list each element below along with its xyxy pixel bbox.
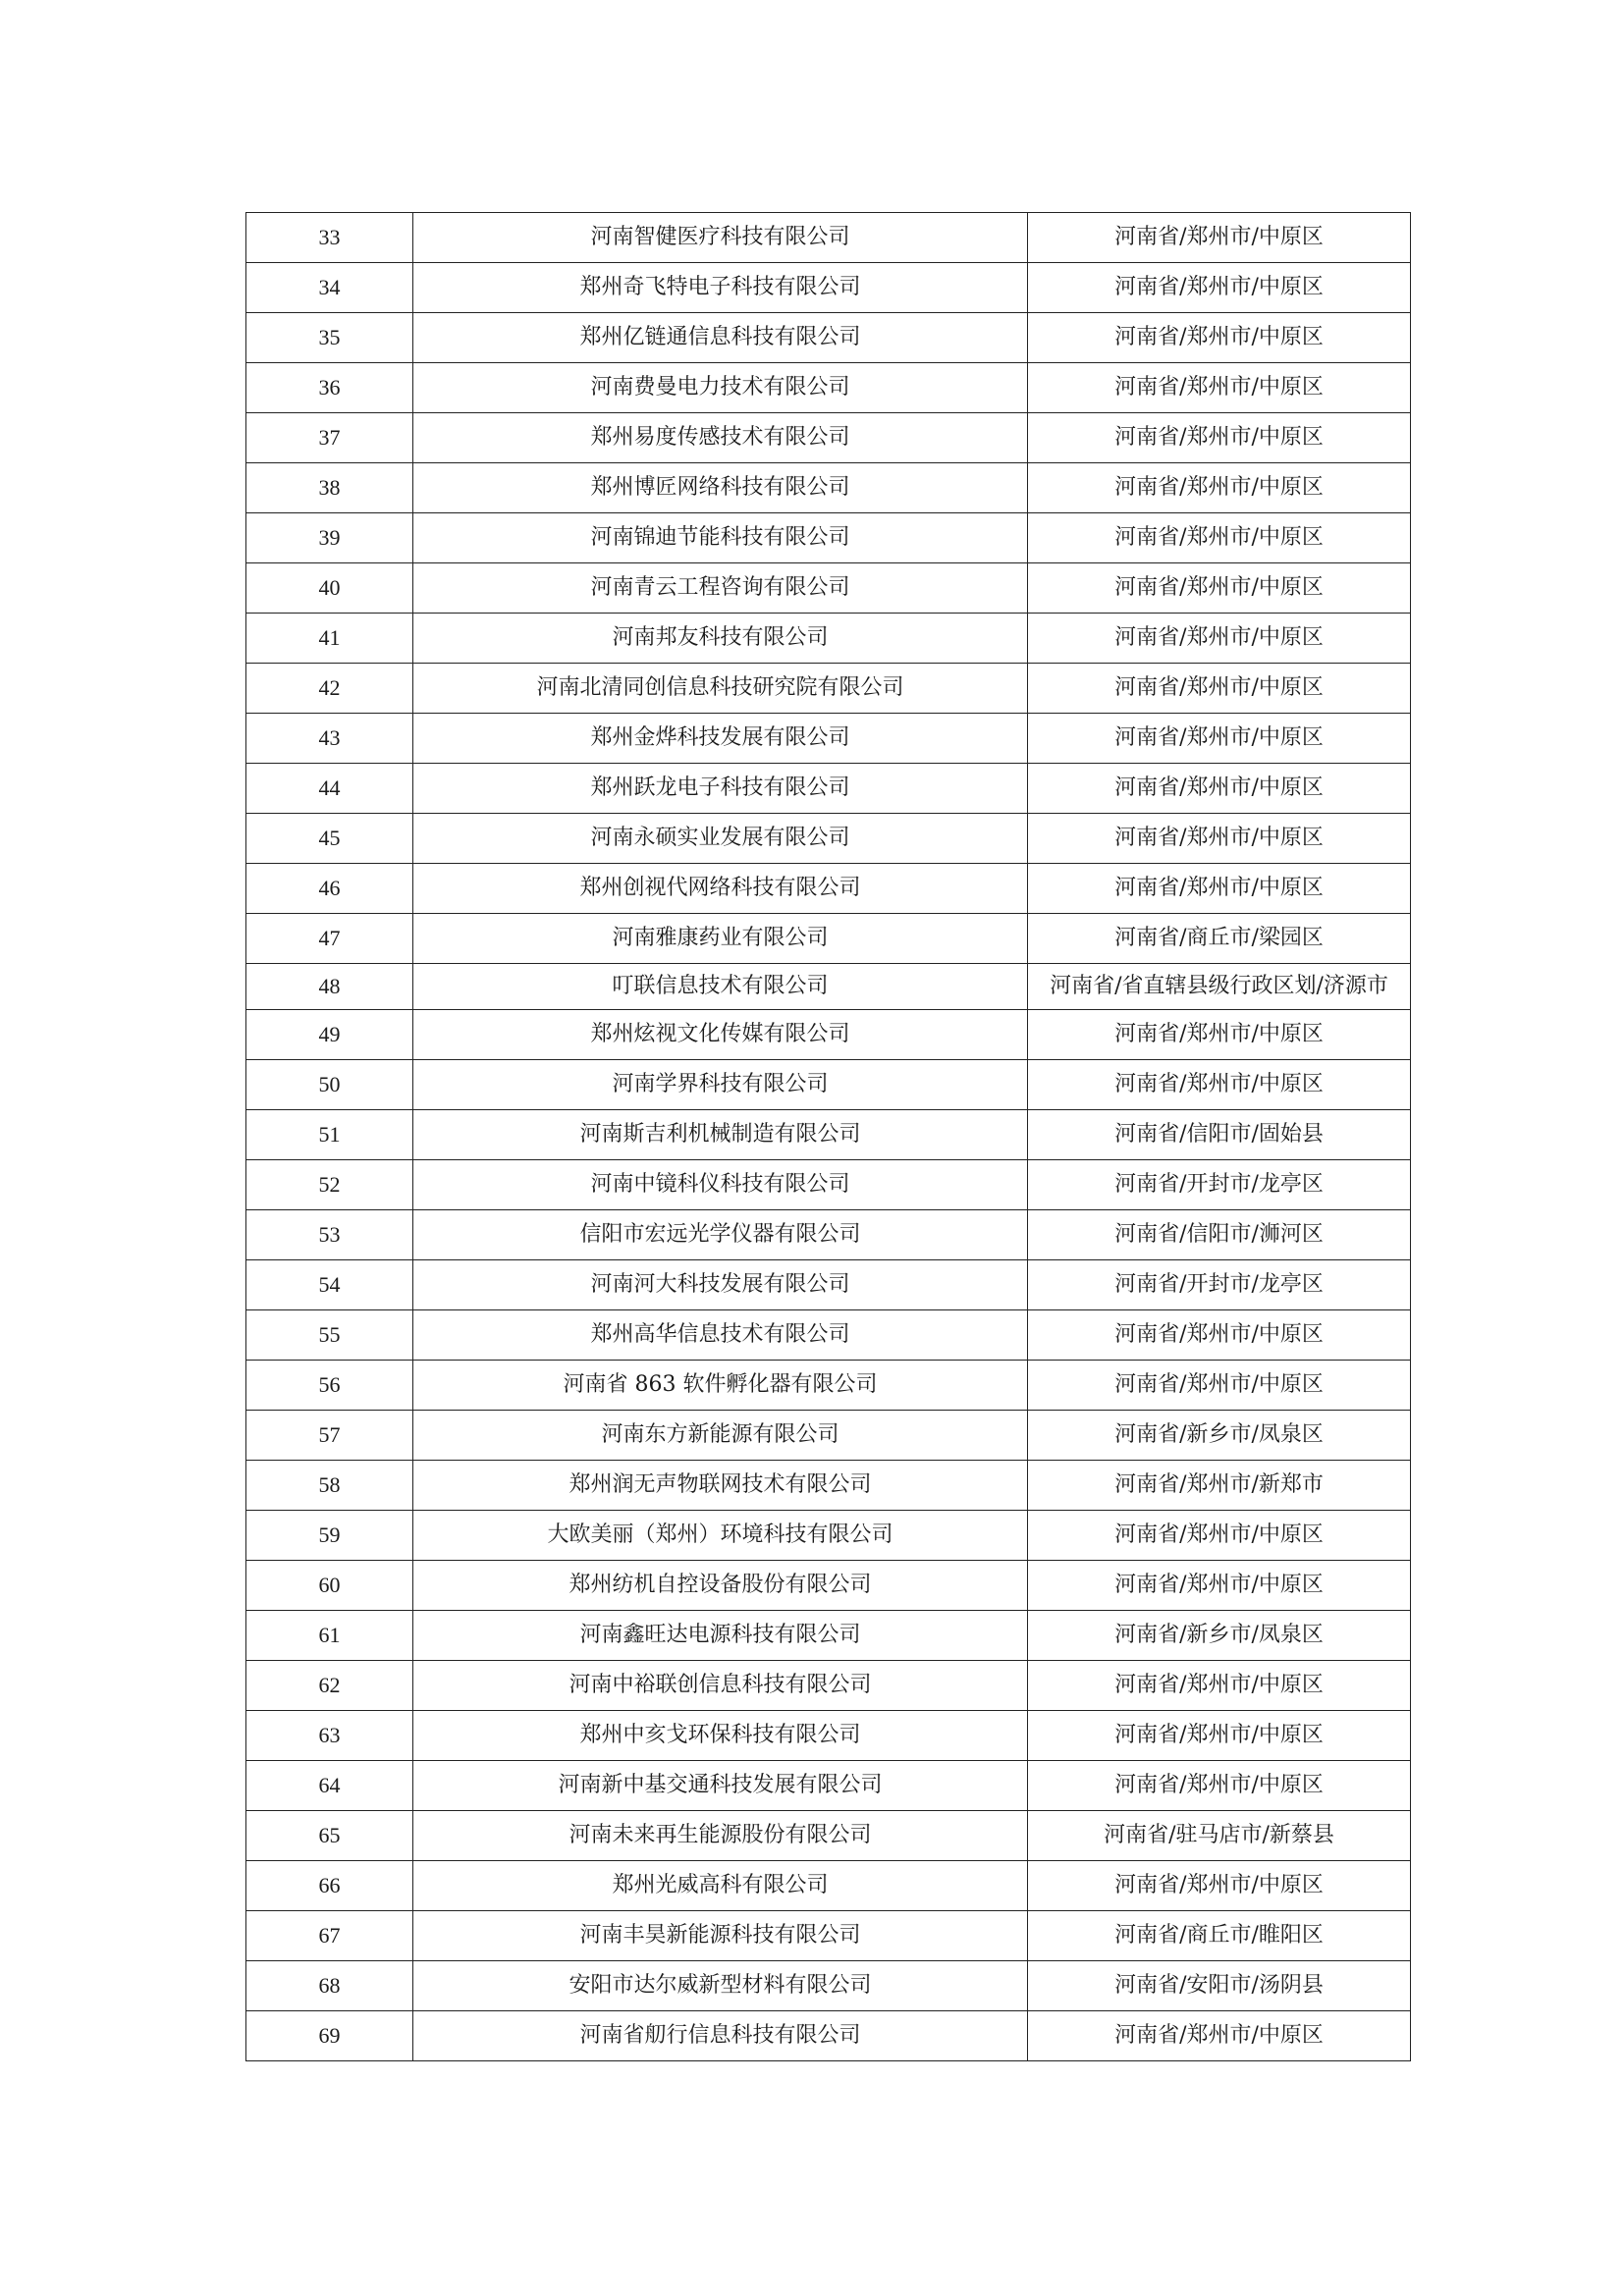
company-name-cell: 河南未来再生能源股份有限公司 (413, 1811, 1028, 1861)
table-row (246, 964, 1411, 1010)
table-row (246, 614, 1411, 664)
location-cell: 河南省/郑州市/中原区 (1028, 1661, 1411, 1711)
company-name-cell: 郑州润无声物联网技术有限公司 (413, 1461, 1028, 1511)
row-number-cell: 47 (246, 914, 413, 964)
row-number-cell: 61 (246, 1611, 413, 1661)
row-number-cell: 35 (246, 313, 413, 363)
location-cell: 河南省/郑州市/中原区 (1028, 513, 1411, 563)
location-cell: 河南省/郑州市/中原区 (1028, 1010, 1411, 1060)
location-cell: 河南省/信阳市/浉河区 (1028, 1210, 1411, 1260)
table-row (246, 563, 1411, 614)
row-number-cell: 58 (246, 1461, 413, 1511)
location-cell: 河南省/郑州市/中原区 (1028, 363, 1411, 413)
row-number-cell: 36 (246, 363, 413, 413)
company-name-cell: 河南锦迪节能科技有限公司 (413, 513, 1028, 563)
row-number-cell: 51 (246, 1110, 413, 1160)
table-row (246, 664, 1411, 714)
company-name-cell: 河南邦友科技有限公司 (413, 614, 1028, 664)
table-row (246, 1861, 1411, 1911)
table-row (246, 213, 1411, 263)
company-name-cell: 河南北清同创信息科技研究院有限公司 (413, 664, 1028, 714)
row-number-cell: 39 (246, 513, 413, 563)
row-number-cell: 68 (246, 1961, 413, 2011)
table-row (246, 1911, 1411, 1961)
company-name-cell: 叮联信息技术有限公司 (413, 964, 1028, 1010)
table-row (246, 1461, 1411, 1511)
location-cell: 河南省/郑州市/中原区 (1028, 1561, 1411, 1611)
row-number-cell: 55 (246, 1310, 413, 1361)
row-number-cell: 52 (246, 1160, 413, 1210)
table-row (246, 313, 1411, 363)
company-name-cell: 河南省舠行信息科技有限公司 (413, 2011, 1028, 2061)
company-name-cell: 郑州高华信息技术有限公司 (413, 1310, 1028, 1361)
row-number-cell: 42 (246, 664, 413, 714)
row-number-cell: 64 (246, 1761, 413, 1811)
location-cell: 河南省/郑州市/新郑市 (1028, 1461, 1411, 1511)
location-cell: 河南省/商丘市/睢阳区 (1028, 1911, 1411, 1961)
company-name-cell: 郑州纺机自控设备股份有限公司 (413, 1561, 1028, 1611)
table-row (246, 914, 1411, 964)
table-row (246, 1260, 1411, 1310)
location-cell: 河南省/驻马店市/新蔡县 (1028, 1811, 1411, 1861)
company-list-table (245, 212, 1411, 2061)
company-name-cell: 河南青云工程咨询有限公司 (413, 563, 1028, 614)
row-number-cell: 40 (246, 563, 413, 614)
table-row (246, 1010, 1411, 1060)
table-body (246, 213, 1411, 2061)
company-name-cell: 郑州奇飞特电子科技有限公司 (413, 263, 1028, 313)
location-cell: 河南省/郑州市/中原区 (1028, 213, 1411, 263)
row-number-cell: 66 (246, 1861, 413, 1911)
company-name-cell: 河南东方新能源有限公司 (413, 1411, 1028, 1461)
table-row (246, 1961, 1411, 2011)
row-number-cell: 48 (246, 964, 413, 1010)
location-cell: 河南省/开封市/龙亭区 (1028, 1260, 1411, 1310)
table-row (246, 1110, 1411, 1160)
location-cell: 河南省/郑州市/中原区 (1028, 1060, 1411, 1110)
row-number-cell: 33 (246, 213, 413, 263)
company-name-cell: 郑州博匠网络科技有限公司 (413, 463, 1028, 513)
location-cell: 河南省/安阳市/汤阴县 (1028, 1961, 1411, 2011)
location-cell: 河南省/郑州市/中原区 (1028, 1511, 1411, 1561)
row-number-cell: 69 (246, 2011, 413, 2061)
row-number-cell: 60 (246, 1561, 413, 1611)
location-cell: 河南省/郑州市/中原区 (1028, 263, 1411, 313)
company-name-cell: 河南中镜科仪科技有限公司 (413, 1160, 1028, 1210)
row-number-cell: 41 (246, 614, 413, 664)
location-cell: 河南省/郑州市/中原区 (1028, 614, 1411, 664)
location-cell: 河南省/郑州市/中原区 (1028, 864, 1411, 914)
row-number-cell: 53 (246, 1210, 413, 1260)
row-number-cell: 37 (246, 413, 413, 463)
company-name-cell: 郑州炫视文化传媒有限公司 (413, 1010, 1028, 1060)
row-number-cell: 59 (246, 1511, 413, 1561)
table-row (246, 1361, 1411, 1411)
table-row (246, 363, 1411, 413)
company-name-cell: 大欧美丽（郑州）环境科技有限公司 (413, 1511, 1028, 1561)
row-number-cell: 49 (246, 1010, 413, 1060)
company-name-cell: 河南斯吉利机械制造有限公司 (413, 1110, 1028, 1160)
location-cell: 河南省/郑州市/中原区 (1028, 1361, 1411, 1411)
location-cell: 河南省/开封市/龙亭区 (1028, 1160, 1411, 1210)
company-name-cell: 河南学界科技有限公司 (413, 1060, 1028, 1110)
location-cell: 河南省/郑州市/中原区 (1028, 814, 1411, 864)
table-row (246, 1310, 1411, 1361)
table-row (246, 1711, 1411, 1761)
location-cell: 河南省/郑州市/中原区 (1028, 1761, 1411, 1811)
table-row (246, 1611, 1411, 1661)
row-number-cell: 56 (246, 1361, 413, 1411)
row-number-cell: 65 (246, 1811, 413, 1861)
location-cell: 河南省/郑州市/中原区 (1028, 1711, 1411, 1761)
company-name-cell: 河南新中基交通科技发展有限公司 (413, 1761, 1028, 1811)
location-cell: 河南省/郑州市/中原区 (1028, 764, 1411, 814)
company-name-cell: 河南智健医疗科技有限公司 (413, 213, 1028, 263)
company-name-cell: 河南雅康药业有限公司 (413, 914, 1028, 964)
table-row (246, 714, 1411, 764)
row-number-cell: 67 (246, 1911, 413, 1961)
company-name-cell: 郑州光威高科有限公司 (413, 1861, 1028, 1911)
table-row (246, 1210, 1411, 1260)
company-name-cell: 郑州金烨科技发展有限公司 (413, 714, 1028, 764)
table-row (246, 263, 1411, 313)
table-row (246, 1160, 1411, 1210)
location-cell: 河南省/新乡市/凤泉区 (1028, 1611, 1411, 1661)
location-cell: 河南省/郑州市/中原区 (1028, 313, 1411, 363)
company-name-cell: 河南河大科技发展有限公司 (413, 1260, 1028, 1310)
table-row (246, 2011, 1411, 2061)
row-number-cell: 38 (246, 463, 413, 513)
location-cell: 河南省/郑州市/中原区 (1028, 714, 1411, 764)
table-row (246, 1411, 1411, 1461)
row-number-cell: 62 (246, 1661, 413, 1711)
table-row (246, 764, 1411, 814)
table-row (246, 1761, 1411, 1811)
table-row (246, 1060, 1411, 1110)
row-number-cell: 57 (246, 1411, 413, 1461)
table-row (246, 1561, 1411, 1611)
table-row (246, 463, 1411, 513)
row-number-cell: 45 (246, 814, 413, 864)
location-cell: 河南省/郑州市/中原区 (1028, 413, 1411, 463)
row-number-cell: 54 (246, 1260, 413, 1310)
row-number-cell: 63 (246, 1711, 413, 1761)
company-name-cell: 河南中裕联创信息科技有限公司 (413, 1661, 1028, 1711)
location-cell: 河南省/郑州市/中原区 (1028, 1861, 1411, 1911)
table-row (246, 1661, 1411, 1711)
company-name-cell: 河南丰昊新能源科技有限公司 (413, 1911, 1028, 1961)
location-cell: 河南省/商丘市/梁园区 (1028, 914, 1411, 964)
location-cell: 河南省/信阳市/固始县 (1028, 1110, 1411, 1160)
table-row (246, 1511, 1411, 1561)
row-number-cell: 50 (246, 1060, 413, 1110)
company-name-cell: 郑州创视代网络科技有限公司 (413, 864, 1028, 914)
table-row (246, 864, 1411, 914)
location-cell: 河南省/郑州市/中原区 (1028, 563, 1411, 614)
table-row (246, 513, 1411, 563)
row-number-cell: 43 (246, 714, 413, 764)
location-cell: 河南省/郑州市/中原区 (1028, 1310, 1411, 1361)
row-number-cell: 46 (246, 864, 413, 914)
table-row (246, 1811, 1411, 1861)
company-name-cell: 河南省 863 软件孵化器有限公司 (413, 1361, 1028, 1411)
location-cell: 河南省/新乡市/凤泉区 (1028, 1411, 1411, 1461)
table-row (246, 814, 1411, 864)
location-cell: 河南省/省直辖县级行政区划/济源市 (1028, 964, 1411, 1010)
location-cell: 河南省/郑州市/中原区 (1028, 664, 1411, 714)
company-name-cell: 河南永硕实业发展有限公司 (413, 814, 1028, 864)
row-number-cell: 34 (246, 263, 413, 313)
row-number-cell: 44 (246, 764, 413, 814)
location-cell: 河南省/郑州市/中原区 (1028, 463, 1411, 513)
company-name-cell: 郑州跃龙电子科技有限公司 (413, 764, 1028, 814)
company-name-cell: 郑州中亥戈环保科技有限公司 (413, 1711, 1028, 1761)
company-name-cell: 安阳市达尔威新型材料有限公司 (413, 1961, 1028, 2011)
table-row (246, 413, 1411, 463)
company-name-cell: 郑州易度传感技术有限公司 (413, 413, 1028, 463)
company-name-cell: 河南费曼电力技术有限公司 (413, 363, 1028, 413)
company-name-cell: 河南鑫旺达电源科技有限公司 (413, 1611, 1028, 1661)
location-cell: 河南省/郑州市/中原区 (1028, 2011, 1411, 2061)
company-name-cell: 郑州亿链通信息科技有限公司 (413, 313, 1028, 363)
company-name-cell: 信阳市宏远光学仪器有限公司 (413, 1210, 1028, 1260)
